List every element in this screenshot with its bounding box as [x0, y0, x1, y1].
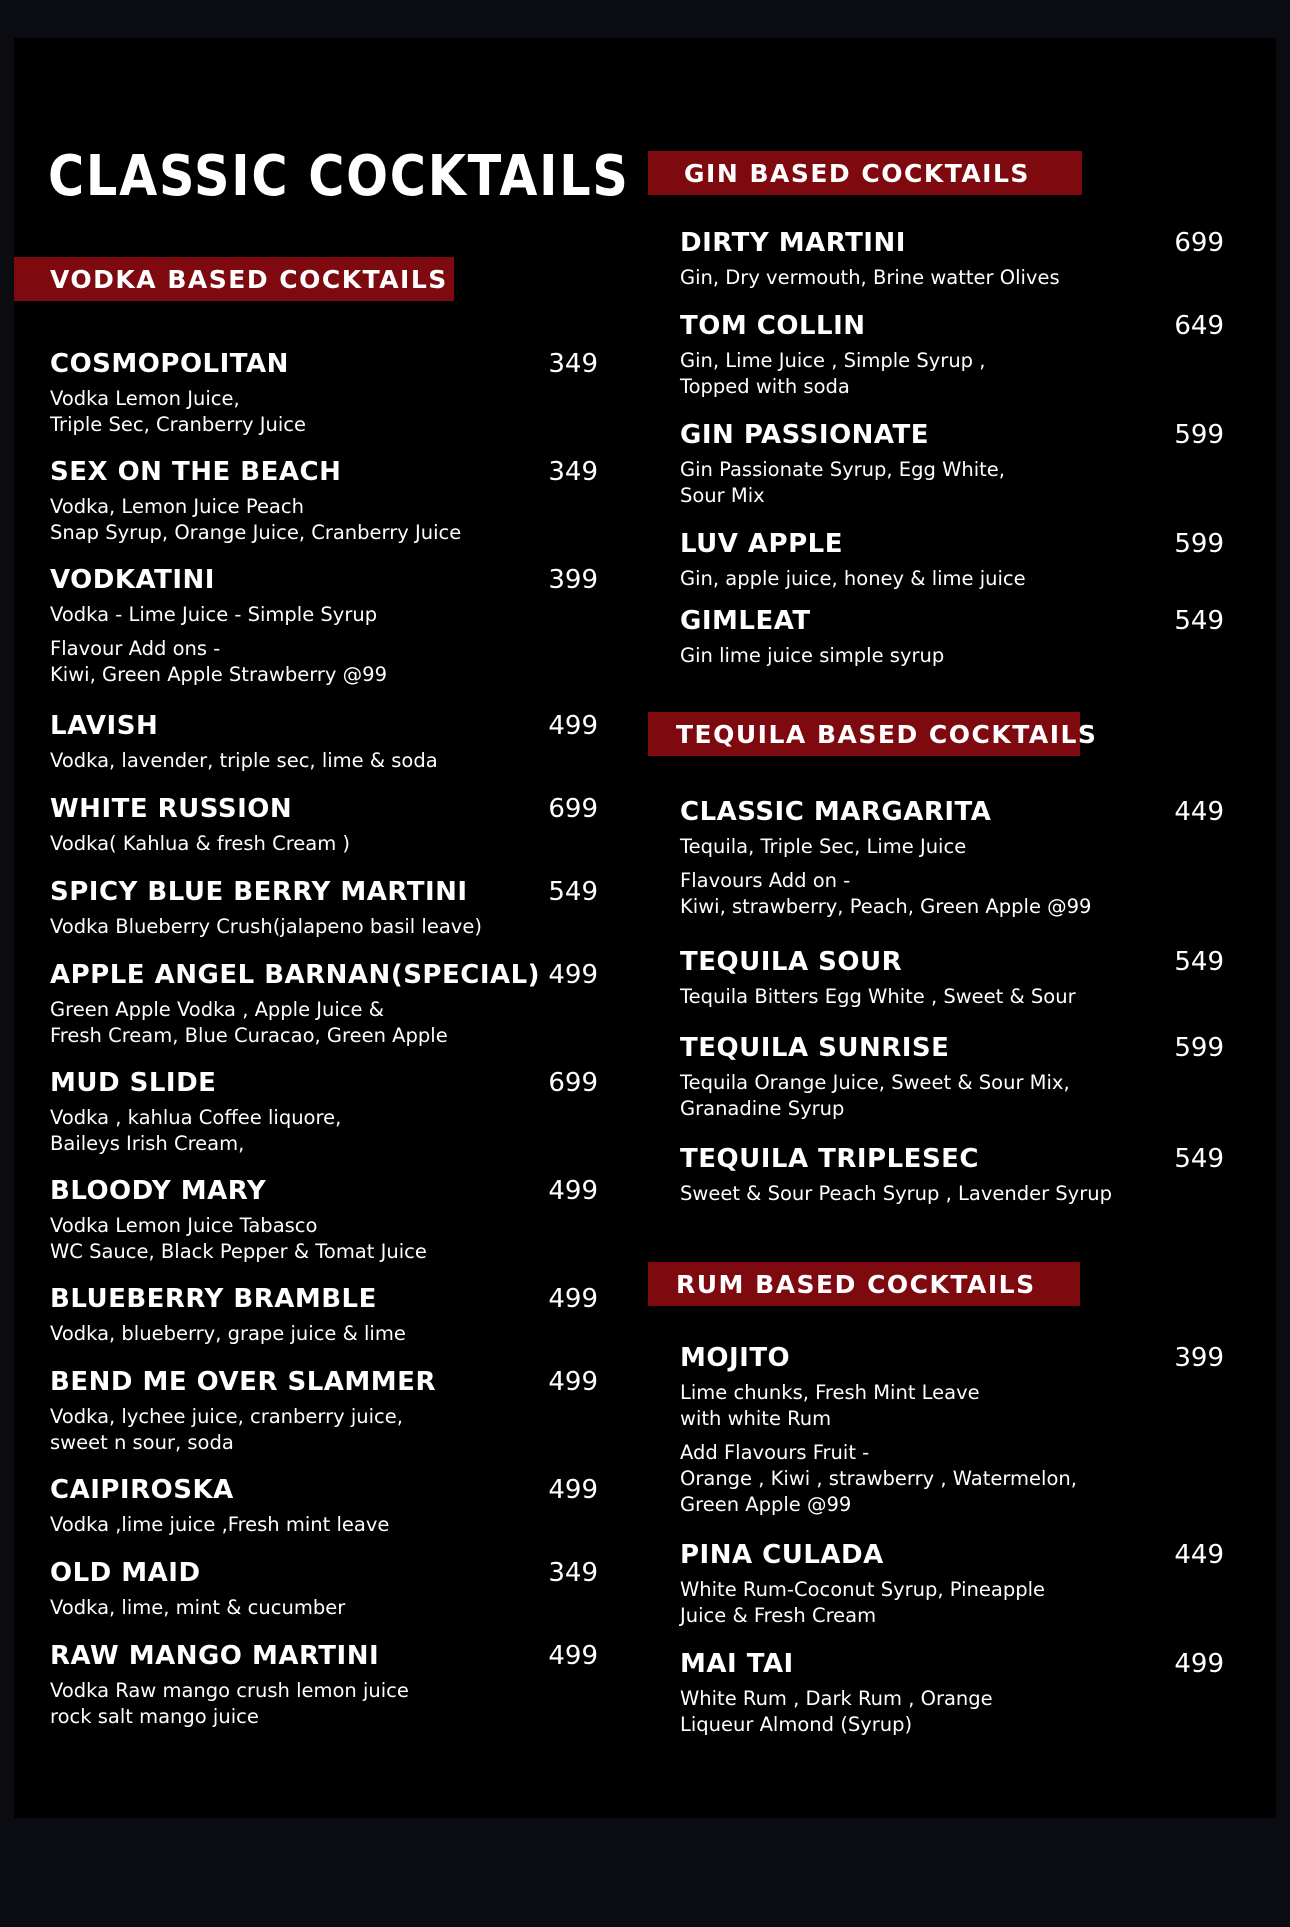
description-line: Vodka, lychee juice, cranberry juice, — [50, 1405, 403, 1428]
description-line: Gin, Lime Juice , Simple Syrup , — [680, 349, 986, 372]
item-description — [50, 997, 598, 1049]
item-description — [50, 1213, 598, 1265]
item-name: DIRTY MARTINI — [680, 228, 906, 258]
item-name: MAI TAI — [680, 1649, 794, 1679]
item-price: 499 — [548, 1284, 598, 1314]
menu-item — [50, 564, 598, 688]
description-line: Vodka( Kahlua & fresh Cream ) — [50, 832, 351, 855]
item-name: LAVISH — [50, 711, 159, 741]
menu-item — [50, 1640, 598, 1730]
item-name: TEQUILA SOUR — [680, 947, 903, 977]
item-addons — [680, 1440, 1224, 1518]
item-name: APPLE ANGEL BARNAN(SPECIAL) — [50, 960, 541, 990]
item-name: SPICY BLUE BERRY MARTINI — [50, 877, 468, 907]
item-price: 349 — [548, 1558, 598, 1588]
section-title-rum: RUM BASED COCKTAILS — [676, 1269, 1036, 1299]
item-description — [680, 643, 1224, 669]
item-name: BLOODY MARY — [50, 1176, 267, 1206]
menu-item — [50, 1474, 598, 1538]
addon-line: Kiwi, strawberry, Peach, Green Apple @99 — [680, 895, 1092, 918]
description-line: Vodka Raw mango crush lemon juice — [50, 1679, 409, 1702]
item-price: 399 — [1174, 1343, 1224, 1373]
section-title-vodka: VODKA BASED COCKTAILS — [50, 264, 448, 294]
item-price: 499 — [548, 1367, 598, 1397]
description-line: Vodka, blueberry, grape juice & lime — [50, 1322, 406, 1345]
item-price: 499 — [548, 1475, 598, 1505]
description-line: Tequila Orange Juice, Sweet & Sour Mix, — [680, 1071, 1070, 1094]
description-line: Gin, Dry vermouth, Brine watter Olives — [680, 266, 1060, 289]
menu-item — [50, 1175, 598, 1265]
item-price: 499 — [548, 1176, 598, 1206]
description-line: with white Rum — [680, 1407, 832, 1430]
menu-item — [680, 1143, 1224, 1207]
item-price: 499 — [1174, 1649, 1224, 1679]
item-name: VODKATINI — [50, 565, 215, 595]
menu-item — [50, 1067, 598, 1157]
item-description — [50, 386, 598, 438]
item-name: TOM COLLIN — [680, 311, 866, 341]
menu-item — [680, 1539, 1224, 1629]
menu-item — [50, 793, 598, 857]
addon-line: Kiwi, Green Apple Strawberry @99 — [50, 663, 387, 686]
item-price: 449 — [1174, 797, 1224, 827]
item-price: 349 — [548, 349, 598, 379]
item-description — [50, 602, 598, 628]
item-description — [50, 1595, 598, 1621]
description-line: Gin, apple juice, honey & lime juice — [680, 567, 1026, 590]
description-line: Snap Syrup, Orange Juice, Cranberry Juice — [50, 521, 462, 544]
item-name: CLASSIC MARGARITA — [680, 797, 992, 827]
item-name: BEND ME OVER SLAMMER — [50, 1367, 436, 1397]
item-price: 549 — [1174, 606, 1224, 636]
description-line: Vodka , kahlua Coffee liquore, — [50, 1106, 342, 1129]
item-name: OLD MAID — [50, 1558, 201, 1588]
item-price: 599 — [1174, 529, 1224, 559]
section-title-gin: GIN BASED COCKTAILS — [684, 158, 1030, 188]
item-name: TEQUILA TRIPLESEC — [680, 1144, 980, 1174]
item-price: 499 — [548, 960, 598, 990]
menu-item — [50, 876, 598, 940]
item-description — [680, 265, 1224, 291]
item-description — [680, 1070, 1224, 1122]
item-price: 399 — [548, 565, 598, 595]
menu-item — [50, 348, 598, 438]
item-description — [50, 1512, 598, 1538]
item-price: 449 — [1174, 1540, 1224, 1570]
addon-line: Flavours Add on - — [680, 869, 851, 892]
description-line: Sour Mix — [680, 484, 765, 507]
item-name: GIMLEAT — [680, 606, 811, 636]
item-name: COSMOPOLITAN — [50, 349, 289, 379]
item-description — [680, 1181, 1224, 1207]
description-line: Triple Sec, Cranberry Juice — [50, 413, 306, 436]
description-line: Sweet & Sour Peach Syrup , Lavender Syrup — [680, 1182, 1112, 1205]
item-description — [680, 1577, 1224, 1629]
description-line: sweet n sour, soda — [50, 1431, 234, 1454]
item-price: 699 — [1174, 228, 1224, 258]
description-line: Green Apple Vodka , Apple Juice & — [50, 998, 384, 1021]
item-price: 699 — [548, 1068, 598, 1098]
item-name: BLUEBERRY BRAMBLE — [50, 1284, 377, 1314]
menu-item — [680, 1032, 1224, 1122]
item-name: WHITE RUSSION — [50, 794, 293, 824]
description-line: Lime chunks, Fresh Mint Leave — [680, 1381, 980, 1404]
description-line: Gin lime juice simple syrup — [680, 644, 945, 667]
item-price: 699 — [548, 794, 598, 824]
item-description — [680, 566, 1224, 592]
item-name: GIN PASSIONATE — [680, 420, 930, 450]
description-line: Vodka Lemon Juice, — [50, 387, 240, 410]
item-name: PINA CULADA — [680, 1540, 884, 1570]
description-line: Vodka Lemon Juice Tabasco — [50, 1214, 318, 1237]
menu-item — [680, 946, 1224, 1010]
menu-item — [50, 1283, 598, 1347]
addon-line: Green Apple @99 — [680, 1493, 852, 1516]
item-description — [680, 348, 1224, 400]
addon-line: Add Flavours Fruit - — [680, 1441, 870, 1464]
item-price: 599 — [1174, 1033, 1224, 1063]
item-description — [50, 831, 598, 857]
description-line: Vodka, Lemon Juice Peach — [50, 495, 304, 518]
description-line: White Rum , Dark Rum , Orange — [680, 1687, 993, 1710]
item-description — [50, 1105, 598, 1157]
description-line: Granadine Syrup — [680, 1097, 845, 1120]
description-line: White Rum-Coconut Syrup, Pineapple — [680, 1578, 1046, 1601]
item-description — [50, 494, 598, 546]
item-price: 599 — [1174, 420, 1224, 450]
description-line: Juice & Fresh Cream — [680, 1604, 877, 1627]
description-line: Vodka, lime, mint & cucumber — [50, 1596, 346, 1619]
item-name: TEQUILA SUNRISE — [680, 1033, 950, 1063]
item-price: 549 — [1174, 947, 1224, 977]
item-description — [50, 1404, 598, 1456]
item-price: 499 — [548, 711, 598, 741]
item-name: CAIPIROSKA — [50, 1475, 234, 1505]
menu-item — [680, 796, 1224, 920]
addon-line: Orange , Kiwi , strawberry , Watermelon, — [680, 1467, 1077, 1490]
item-description — [680, 1686, 1224, 1738]
section-header-tequila — [648, 712, 1098, 756]
menu-item — [680, 227, 1224, 291]
menu-item — [50, 710, 598, 774]
item-name: RAW MANGO MARTINI — [50, 1641, 380, 1671]
menu-item — [680, 310, 1224, 400]
item-description — [50, 1678, 598, 1730]
item-description — [680, 834, 1224, 860]
menu-item — [680, 528, 1224, 592]
menu-item — [50, 959, 598, 1049]
section-title-tequila: TEQUILA BASED COCKTAILS — [676, 719, 1098, 749]
item-description — [50, 1321, 598, 1347]
description-line: Baileys Irish Cream, — [50, 1132, 245, 1155]
description-line: rock salt mango juice — [50, 1705, 259, 1728]
menu-title: CLASSIC COCKTAILS — [48, 144, 630, 209]
addon-line: Flavour Add ons - — [50, 637, 221, 660]
item-price: 499 — [548, 1641, 598, 1671]
menu-item — [680, 1648, 1224, 1738]
menu-item — [50, 456, 598, 546]
description-line: Topped with soda — [680, 375, 850, 398]
description-line: Vodka ,lime juice ,Fresh mint leave — [50, 1513, 390, 1536]
item-description — [50, 914, 598, 940]
description-line: Vodka - Lime Juice - Simple Syrup — [50, 603, 378, 626]
description-line: WC Sauce, Black Pepper & Tomat Juice — [50, 1240, 427, 1263]
description-line: Tequila Bitters Egg White , Sweet & Sour — [680, 985, 1076, 1008]
item-name: SEX ON THE BEACH — [50, 457, 342, 487]
description-line: Vodka Blueberry Crush(jalapeno basil leave) — [50, 915, 482, 938]
item-name: MOJITO — [680, 1343, 791, 1373]
item-price: 649 — [1174, 311, 1224, 341]
item-price: 549 — [548, 877, 598, 907]
item-name: MUD SLIDE — [50, 1068, 217, 1098]
item-description — [680, 1380, 1224, 1432]
item-description — [50, 748, 598, 774]
section-header-gin — [648, 151, 1082, 195]
item-addons — [50, 636, 598, 688]
item-description — [680, 457, 1224, 509]
item-addons — [680, 868, 1224, 920]
item-description — [680, 984, 1224, 1010]
menu-item — [680, 1342, 1224, 1518]
menu-item — [680, 419, 1224, 509]
description-line: Tequila, Triple Sec, Lime Juice — [680, 835, 967, 858]
item-name: LUV APPLE — [680, 529, 843, 559]
section-header-rum — [648, 1262, 1080, 1306]
description-line: Liqueur Almond (Syrup) — [680, 1713, 913, 1736]
menu-item — [50, 1366, 598, 1456]
item-price: 349 — [548, 457, 598, 487]
menu-item — [680, 605, 1224, 669]
description-line: Fresh Cream, Blue Curacao, Green Apple — [50, 1024, 448, 1047]
section-header-vodka — [14, 257, 454, 301]
item-price: 549 — [1174, 1144, 1224, 1174]
description-line: Gin Passionate Syrup, Egg White, — [680, 458, 1005, 481]
menu-item — [50, 1557, 598, 1621]
description-line: Vodka, lavender, triple sec, lime & soda — [50, 749, 438, 772]
